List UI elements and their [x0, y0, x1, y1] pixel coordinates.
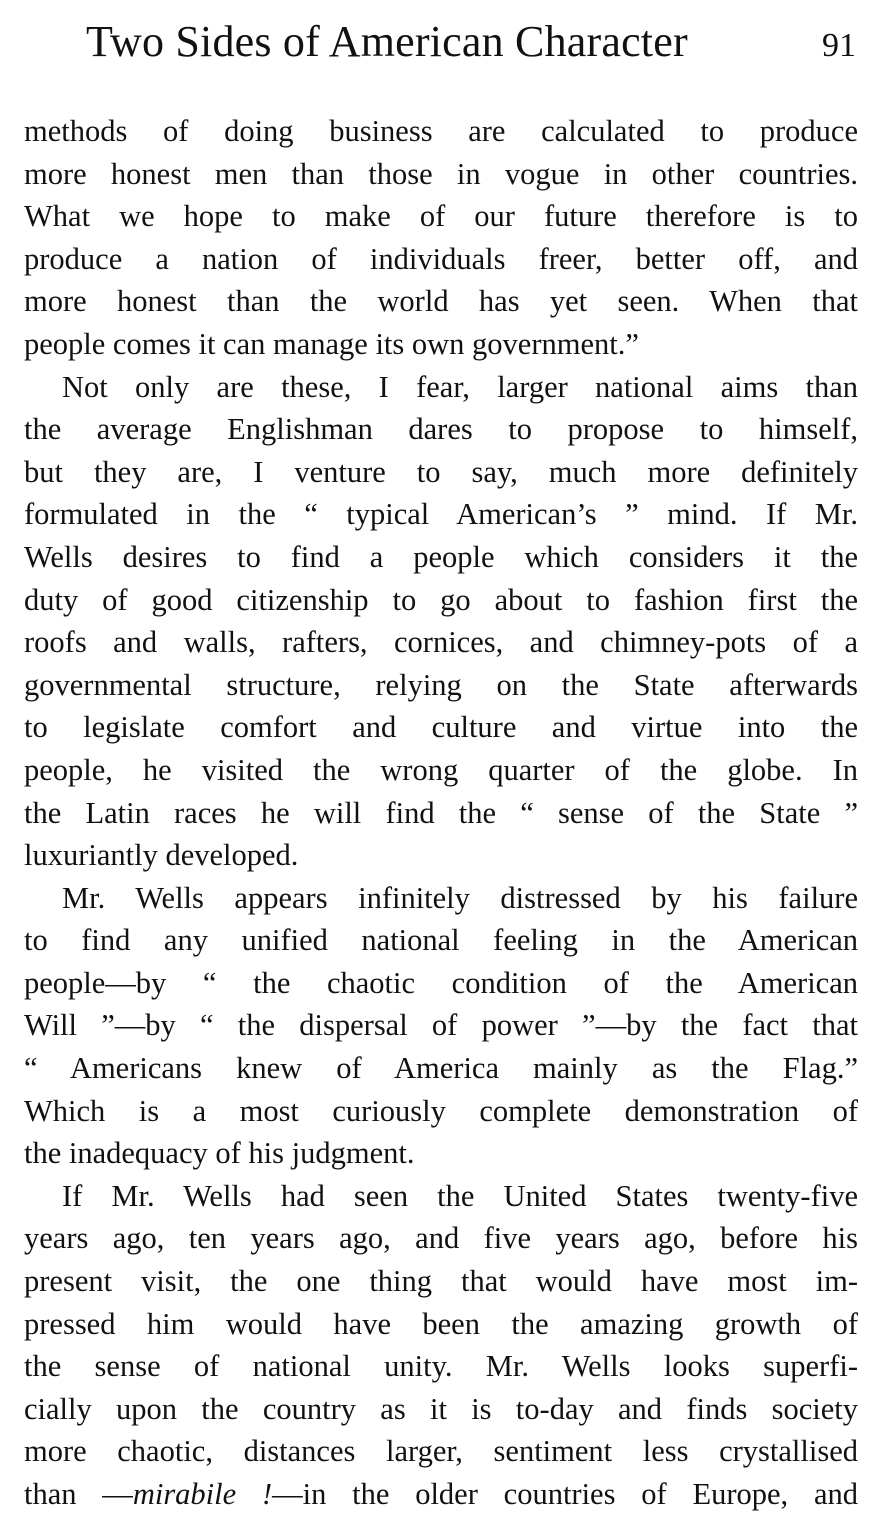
body-text	[24, 110, 858, 1516]
page-number: 91	[822, 27, 856, 64]
text-line: people—by “ the chaotic condition of the American	[24, 965, 858, 1000]
text-line: formulated in the “ typical American’s ” mind. If Mr.	[24, 497, 858, 532]
text-line: to legislate comfort and culture and virtue into the	[24, 710, 858, 745]
running-title: Two Sides of American Character	[86, 17, 688, 66]
text-line: the Latin races he will find the “ sense of the State ”	[24, 795, 858, 830]
text-line: pressed him would have been the amazing growth of	[24, 1306, 858, 1341]
paragraph-start-line: Not only are these, I fear, larger national aims than	[62, 369, 858, 404]
text-line: cially upon the country as it is to-day and finds society	[24, 1391, 858, 1426]
text-line: “ Americans knew of America mainly as the Flag.”	[24, 1051, 858, 1086]
paragraph-start-line: If Mr. Wells had seen the United States twenty-five	[62, 1178, 858, 1213]
text-line: Will ”—by “ the dispersal of power ”—by the fact that	[24, 1008, 858, 1043]
text-line: methods of doing business are calculated to produce	[24, 114, 858, 148]
paragraph-end-line: the inadequacy of his judgment.	[24, 1136, 415, 1171]
text-line: but they are, I venture to say, much more definitely	[24, 454, 858, 489]
text-line: roofs and walls, rafters, cornices, and chimney-pots of a	[24, 625, 858, 660]
text-line: Wells desires to find a people which considers it the	[24, 539, 858, 574]
paragraph-end-line: people comes it can manage its own government.”	[24, 326, 639, 361]
text-line: more honest than the world has yet seen. When that	[24, 284, 858, 319]
text-line: to find any unified national feeling in the American	[24, 923, 858, 958]
final-text-line	[24, 1473, 858, 1516]
text-line: duty of good citizenship to go about to fashion first the	[24, 582, 858, 617]
running-head	[86, 14, 856, 70]
text-line: Which is a most curiously complete demonstration of	[24, 1093, 858, 1128]
text-line: the average Englishman dares to propose to himself,	[24, 412, 858, 447]
text-line: What we hope to make of our future therefore is to	[24, 199, 858, 234]
final-line-start: than —	[24, 1477, 133, 1511]
paragraph-start-line: Mr. Wells appears infinitely distressed by his failure	[62, 880, 858, 915]
italic-phrase: mirabile !	[132, 1477, 273, 1511]
text-line: more chaotic, distances larger, sentiment less crystallised	[24, 1434, 858, 1469]
text-line: governmental structure, relying on the State afterwards	[24, 667, 858, 702]
text-line: years ago, ten years ago, and five years ago, before his	[24, 1221, 858, 1256]
text-line: produce a nation of individuals freer, better off, and	[24, 241, 858, 276]
text-line: present visit, the one thing that would have most im-	[24, 1264, 858, 1299]
text-line: people, he visited the wrong quarter of the globe. In	[24, 752, 858, 787]
final-line-end: —in the older countries of Europe, and	[272, 1477, 858, 1511]
text-line: the sense of national unity. Mr. Wells looks superfi-	[24, 1349, 858, 1384]
paragraph-end-line: luxuriantly developed.	[24, 838, 299, 873]
text-line: more honest men than those in vogue in other countries.	[24, 156, 858, 191]
